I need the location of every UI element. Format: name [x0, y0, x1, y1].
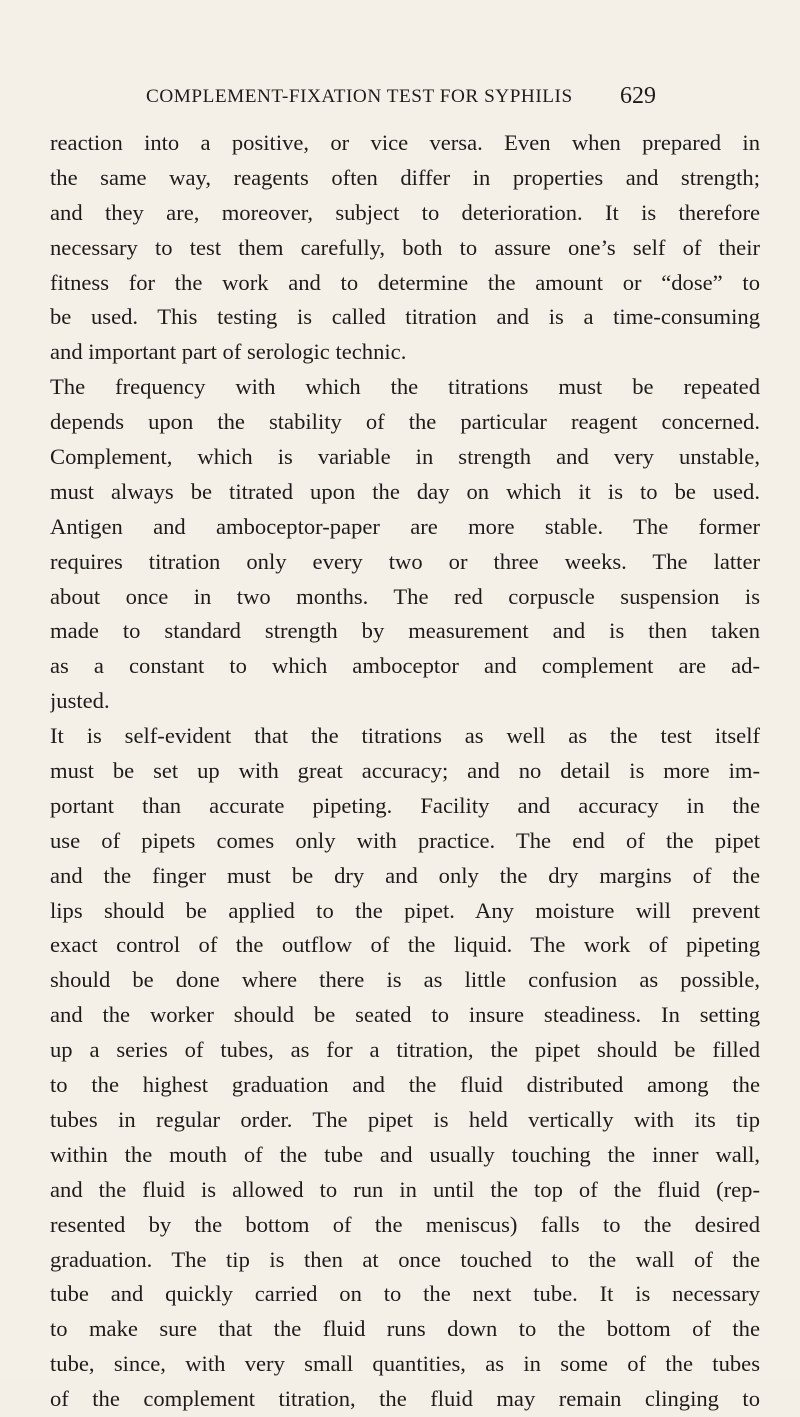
text-line: within the mouth of the tube and usually touching the inner wall,: [50, 1141, 760, 1167]
body-text: [50, 126, 760, 1417]
text-line: use of pipets comes only with practice. The end of the pipet: [50, 827, 760, 853]
text-line: up a series of tubes, as for a titration, the pipet should be filled: [50, 1037, 760, 1063]
text-line: of the complement titration, the fluid may remain clinging to: [50, 1386, 760, 1412]
running-head: COMPLEMENT-FIXATION TEST FOR SYPHILIS: [146, 86, 573, 107]
text-line: made to standard strength by measurement and is then taken: [50, 618, 760, 644]
text-line: Complement, which is variable in strength and very unstable,: [50, 444, 760, 470]
page-header: [146, 83, 656, 116]
text-line: be used. This testing is called titration and is a time-consuming: [50, 304, 760, 330]
text-line: depends upon the stability of the particular reagent concerned.: [50, 409, 760, 435]
page-number: 629: [620, 83, 656, 109]
text-line: tube and quickly carried on to the next tube. It is necessary: [50, 1281, 760, 1307]
text-line: tube, since, with very small quantities, as in some of the tubes: [50, 1351, 760, 1377]
text-line: exact control of the outflow of the liquid. The work of pipeting: [50, 932, 760, 958]
text-line: The frequency with which the titrations must be repeated: [50, 374, 760, 400]
text-line: justed.: [50, 688, 110, 714]
text-line: requires titration only every two or three weeks. The latter: [50, 548, 760, 574]
text-line: and the finger must be dry and only the dry margins of the: [50, 862, 760, 888]
text-line: about once in two months. The red corpuscle suspension is: [50, 583, 760, 609]
text-line: tubes in regular order. The pipet is held vertically with its tip: [50, 1106, 760, 1132]
text-line: Antigen and amboceptor-paper are more stable. The former: [50, 513, 760, 539]
text-line: lips should be applied to the pipet. Any moisture will prevent: [50, 897, 760, 923]
text-line: as a constant to which amboceptor and complement are ad-: [50, 653, 760, 679]
text-line: must be set up with great accuracy; and no detail is more im-: [50, 758, 760, 784]
text-line: reaction into a positive, or vice versa. Even when prepared in: [50, 130, 760, 155]
text-line: and important part of serologic technic.: [50, 339, 407, 365]
text-line: the same way, reagents often differ in properties and strength;: [50, 164, 760, 190]
text-line: and the fluid is allowed to run in until the top of the fluid (rep-: [50, 1176, 760, 1202]
text-line: It is self-evident that the titrations as well as the test itself: [50, 723, 760, 749]
text-line: and they are, moreover, subject to deterioration. It is therefore: [50, 199, 760, 225]
text-line: necessary to test them carefully, both to assure one’s self of their: [50, 234, 760, 260]
text-line: resented by the bottom of the meniscus) falls to the desired: [50, 1211, 760, 1237]
text-line: fitness for the work and to determine the amount or “dose” to: [50, 269, 760, 295]
text-line: to the highest graduation and the fluid distributed among the: [50, 1072, 760, 1098]
text-line: to make sure that the fluid runs down to the bottom of the: [50, 1316, 760, 1342]
text-line: and the worker should be seated to insure steadiness. In setting: [50, 1002, 760, 1028]
text-line: portant than accurate pipeting. Facility and accuracy in the: [50, 792, 760, 818]
text-line: should be done where there is as little confusion as possible,: [50, 967, 760, 993]
text-line: graduation. The tip is then at once touched to the wall of the: [50, 1246, 760, 1272]
text-line: must always be titrated upon the day on which it is to be used.: [50, 478, 760, 504]
